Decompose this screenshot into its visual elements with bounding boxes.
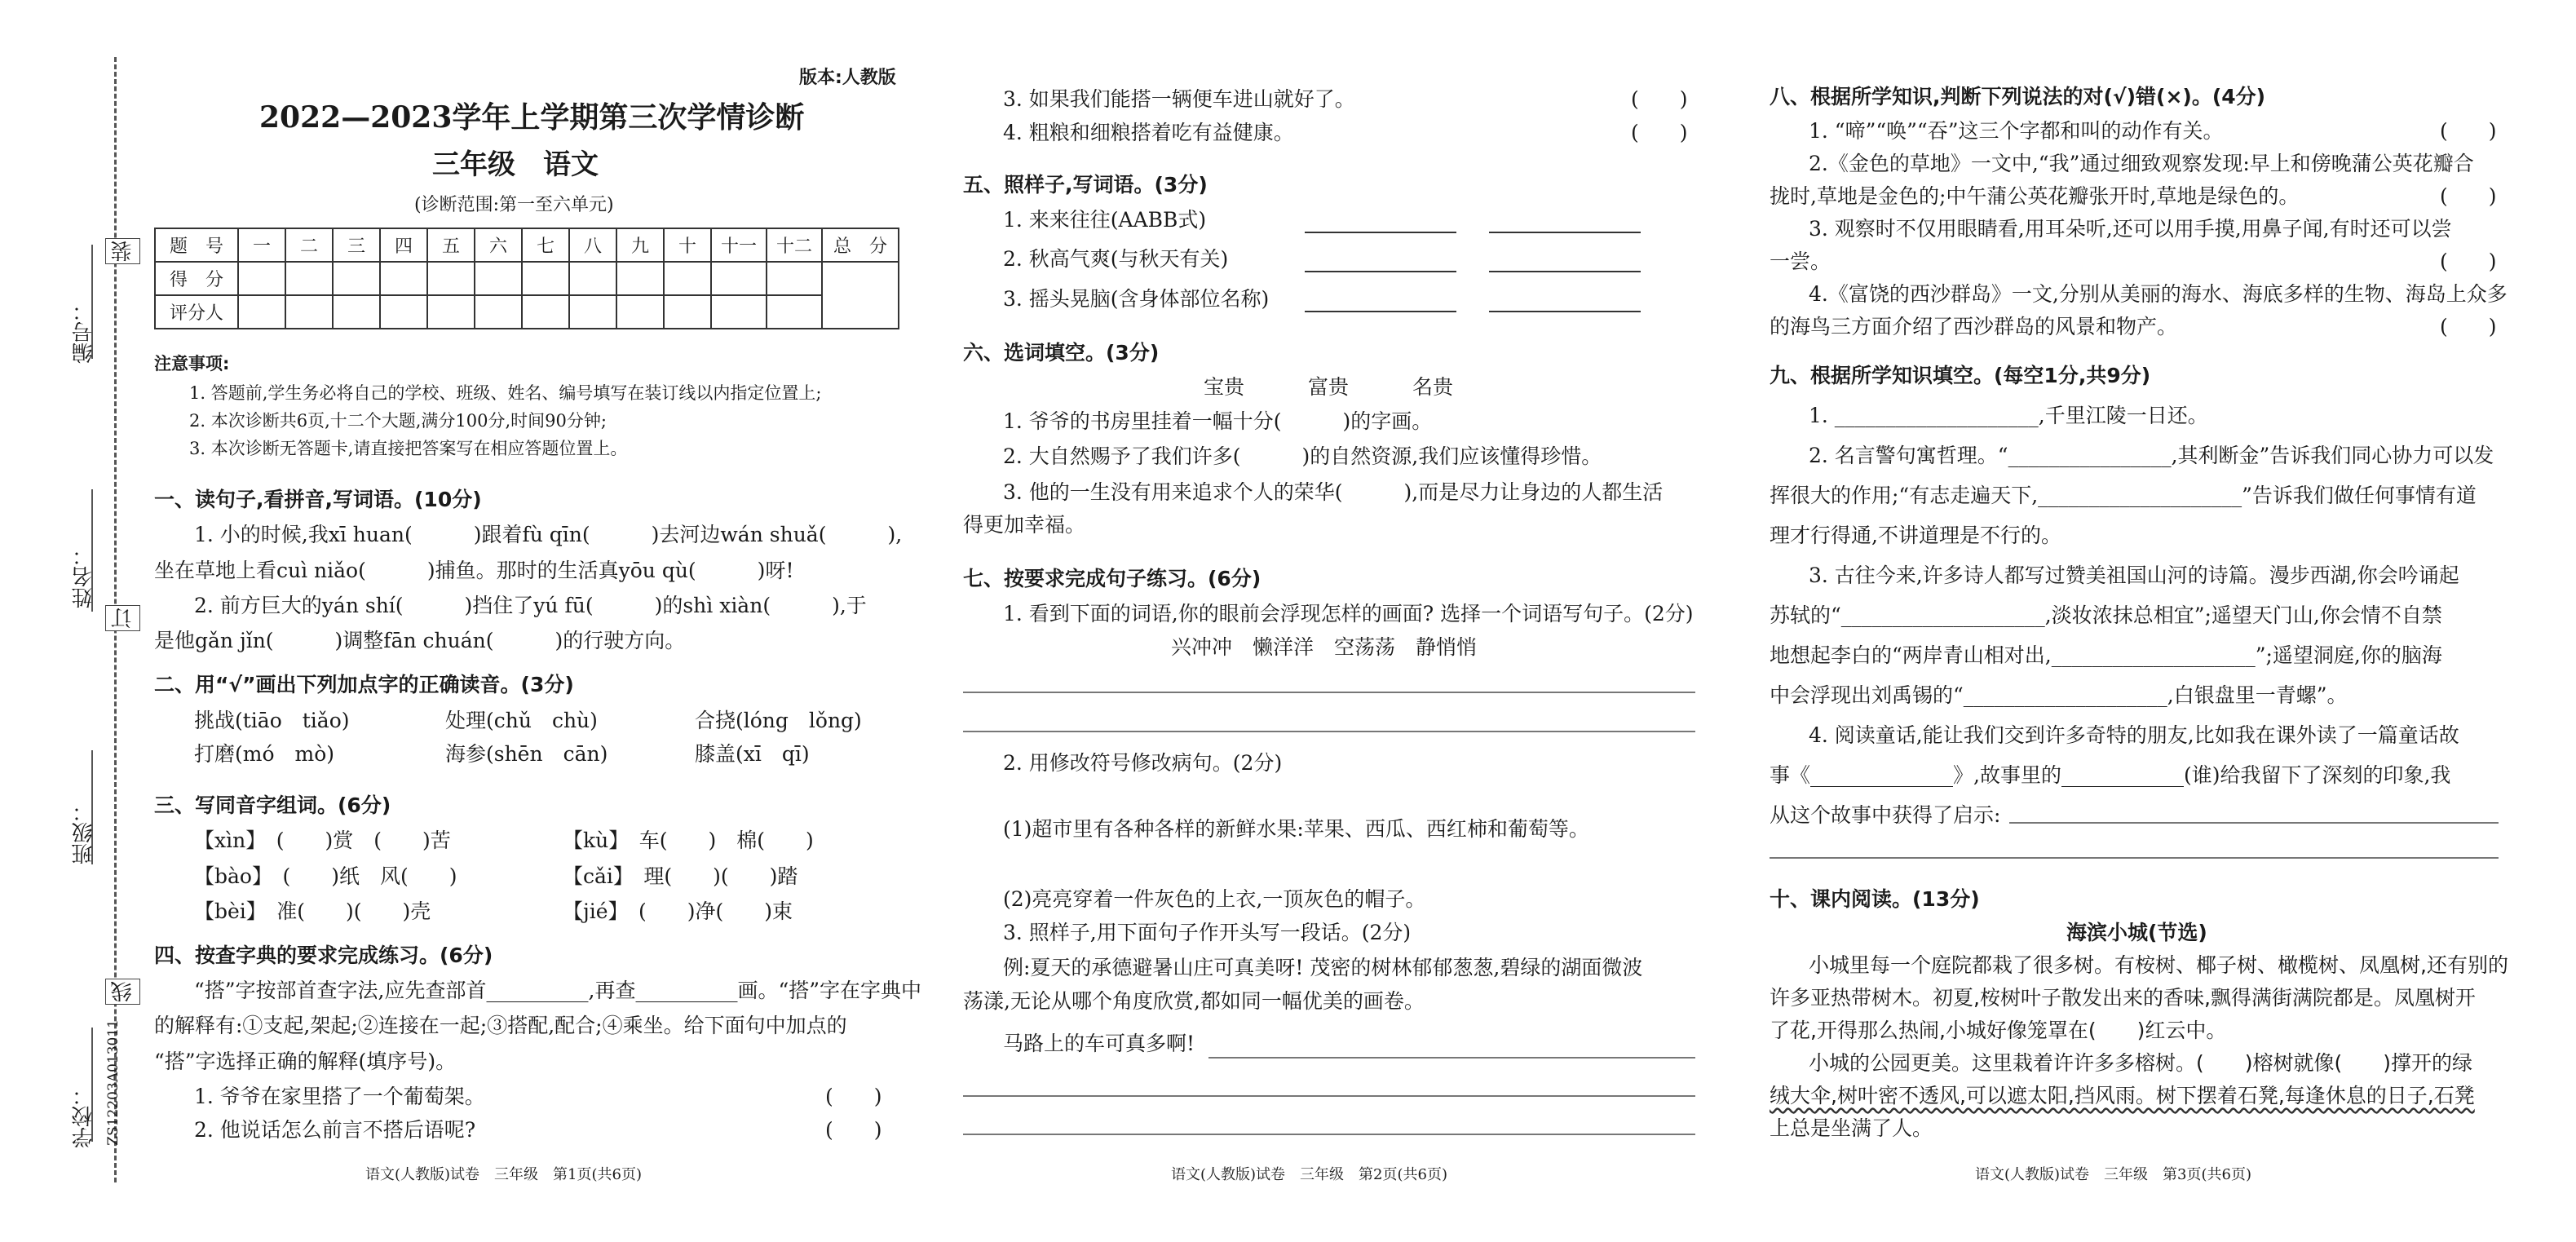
section-8-line: 4.《富饶的西沙群岛》一文,分别从美丽的海水、海底多样的生物、海岛上众多 xyxy=(1809,282,2508,306)
binding-label-school: 学校： xyxy=(72,1085,96,1148)
section-2-item[interactable]: 处理(chǔ chù) xyxy=(445,709,598,732)
answer-blank[interactable] xyxy=(1489,311,1641,312)
table-cell: 十 xyxy=(664,228,711,262)
section-5-item: 2. 秋高气爽(与秋天有关) xyxy=(1003,247,1229,271)
passage-title: 海滨小城(节选) xyxy=(2066,921,2207,944)
section-9-line[interactable]: 事《______________》,故事里的____________(谁)给我留下了深刻的印象,我 xyxy=(1770,763,2451,787)
section-2-item[interactable]: 合挠(lóng lǒng) xyxy=(695,709,862,732)
section-7-title: 七、按要求完成句子练习。(6分) xyxy=(963,567,1261,590)
note-item: 3. 本次诊断无答题卡,请直接把答案写在相应答题位置上。 xyxy=(189,439,628,458)
section-6-line: 3. 他的一生没有用来追求个人的荣华( ),而是尽力让身边的人都生活 xyxy=(1003,480,1664,504)
answer-paren[interactable]: ( ) xyxy=(1631,121,1688,144)
section-7-example: 例:夏天的承德避暑山庄可真美呀! 茂密的树林郁郁葱葱,碧绿的湖面微波 xyxy=(1003,956,1643,979)
answer-paren[interactable]: ( ) xyxy=(1631,87,1688,111)
section-8-line: 1. “啼”“唤”“吞”这三个字都和叫的动作有关。 xyxy=(1809,119,2224,143)
table-cell: 四 xyxy=(380,228,427,262)
word-option: 富贵 xyxy=(1308,375,1350,399)
section-3-item: 【xìn】 ( )赏 ( )苦 xyxy=(194,829,451,852)
page-title: 2022—2023学年上学期第三次学情诊断 xyxy=(259,100,805,135)
table-cell: 五 xyxy=(427,228,475,262)
section-3-item: 【cǎi】 理( )( )踏 xyxy=(563,864,798,888)
section-7-words: 兴冲冲 懒洋洋 空荡荡 静悄悄 xyxy=(1171,635,1478,659)
section-8-line: 3. 观察时不仅用眼睛看,用耳朵听,还可以用手摸,用鼻子闻,有时还可以尝 xyxy=(1809,217,2452,241)
answer-blank[interactable] xyxy=(1305,232,1456,233)
section-9-line: 从这个故事中获得了启示: xyxy=(1770,803,2001,827)
section-2-item[interactable]: 海参(shēn cān) xyxy=(445,742,608,766)
passage-line: 许多亚热带树木。初夏,桉树叶子散发出来的香味,飘得满街满院都是。凤凰树开 xyxy=(1770,986,2476,1010)
answer-paren[interactable]: ( ) xyxy=(2440,315,2497,338)
binding-mark: 线 xyxy=(105,979,140,1005)
binding-label-name: 姓名： xyxy=(72,545,96,608)
section-5-item: 3. 摇头晃脑(含身体部位名称) xyxy=(1003,287,1270,311)
answer-line[interactable] xyxy=(963,1095,1695,1097)
word-option: 宝贵 xyxy=(1204,375,1245,399)
passage-line: 小城里每一个庭院都栽了很多树。有桉树、椰子树、橄榄树、凤凰树,还有别的 xyxy=(1809,953,2508,977)
binding-mark: 装 xyxy=(105,238,140,264)
exam-scope: (诊断范围:第一至六单元) xyxy=(414,195,614,215)
section-7-example: 荡漾,无论从哪个角度欣赏,都如同一幅优美的画卷。 xyxy=(963,989,1425,1013)
score-table xyxy=(154,228,899,329)
table-cell: 三 xyxy=(333,228,380,262)
section-2-item[interactable]: 挑战(tiāo tiǎo) xyxy=(194,709,350,732)
section-8-line: 一尝。 xyxy=(1770,250,1831,273)
passage-line: 小城的公园更美。这里栽着许许多多榕树。( )榕树就像( )撑开的绿 xyxy=(1809,1051,2473,1075)
section-7-sentence[interactable]: (1)超市里有各种各样的新鲜水果:苹果、西瓜、西红柿和葡萄等。 xyxy=(1003,817,1589,841)
word-option: 名贵 xyxy=(1412,375,1454,399)
section-9-title: 九、根据所学知识填空。(每空1分,共9分) xyxy=(1770,364,2151,387)
binding-label-number: 编号： xyxy=(72,300,96,364)
score-table-header-row xyxy=(155,228,899,262)
section-1-line: 1. 小的时候,我xī huan( )跟着fù qīn( )去河边wán shuǎ( ), xyxy=(194,523,903,546)
table-cell: 二 xyxy=(285,228,333,262)
section-9-line[interactable]: 地想起李白的“两岸青山相对出,____________________”;遥望洞庭,你的脑海 xyxy=(1770,643,2442,667)
binding-code: ZS12203A013011 xyxy=(105,1019,122,1146)
table-cell: 一 xyxy=(238,228,285,262)
table-cell: 总 分 xyxy=(822,228,899,262)
version-label: 版本:人教版 xyxy=(799,68,896,88)
table-cell: 十二 xyxy=(767,228,822,262)
binding-mark: 订 xyxy=(105,605,140,631)
page-footer: 语文(人教版)试卷 三年级 第2页(共6页) xyxy=(1171,1166,1447,1183)
table-cell: 九 xyxy=(616,228,664,262)
section-2-item[interactable]: 膝盖(xī qī) xyxy=(695,742,810,766)
answer-paren[interactable]: ( ) xyxy=(2440,119,2497,143)
section-2-item[interactable]: 打磨(mó mò) xyxy=(194,742,335,766)
section-9-line[interactable]: 2. 名言警句寓哲理。“________________,其利断金”告诉我们同心协力可以发 xyxy=(1809,444,2494,467)
section-6-line: 得更加幸福。 xyxy=(963,513,1086,537)
section-9-line[interactable]: 苏轼的“____________________,淡妆浓抹总相宜”;遥望天门山,你会情不自禁 xyxy=(1770,603,2442,627)
section-9-line: 4. 阅读童话,能让我们交到许多奇特的朋友,比如我在课外读了一篇童话故 xyxy=(1809,723,2459,747)
section-8-title: 八、根据所学知识,判断下列说法的对(√)错(×)。(4分) xyxy=(1770,85,2266,108)
section-7-question: 2. 用修改符号修改病句。(2分) xyxy=(1003,751,1283,775)
table-cell: 得 分 xyxy=(155,262,238,295)
answer-blank[interactable] xyxy=(1489,232,1641,233)
section-1-line: 2. 前方巨大的yán shí( )挡住了yú fū( )的shì xiàn( ),于 xyxy=(194,594,867,617)
answer-blank[interactable] xyxy=(1305,271,1456,272)
table-cell: 七 xyxy=(522,228,569,262)
section-6-title: 六、选词填空。(3分) xyxy=(963,341,1160,365)
note-item: 1. 答题前,学生务必将自己的学校、班级、姓名、编号填写在装订线以内指定位置上; xyxy=(189,383,822,403)
answer-line[interactable] xyxy=(963,731,1695,732)
answer-line[interactable] xyxy=(963,692,1695,693)
table-cell: 八 xyxy=(569,228,616,262)
section-4-line: 1. 爷爷在家里搭了一个葡萄架。 xyxy=(194,1085,485,1108)
section-8-line: 2.《金色的草地》一文中,“我”通过细致观察发现:早上和傍晚蒲公英花瓣合 xyxy=(1809,152,2474,175)
section-9-line[interactable]: 挥很大的作用;“有志走遍天下,____________________”告诉我们做任何事情有道 xyxy=(1770,484,2477,507)
binding-label-class: 班级： xyxy=(72,801,96,864)
section-7-question: 3. 照样子,用下面句子作开头写一段话。(2分) xyxy=(1003,921,1412,944)
section-8-line: 拢时,草地是金色的;中午蒲公英花瓣张开时,草地是绿色的。 xyxy=(1770,184,2300,208)
section-5-item: 1. 来来往往(AABB式) xyxy=(1003,208,1207,232)
section-10-title: 十、课内阅读。(13分) xyxy=(1770,887,1980,911)
section-4-line: 的解释有:①支起,架起;②连接在一起;③搭配,配合;④乘坐。给下面句中加点的 xyxy=(154,1014,847,1037)
answer-blank[interactable] xyxy=(1489,271,1641,272)
page-footer: 语文(人教版)试卷 三年级 第3页(共6页) xyxy=(1975,1166,2251,1183)
section-4-line: “搭”字选择正确的解释(填序号)。 xyxy=(154,1050,457,1073)
section-6-line: 2. 大自然赐予了我们许多( )的自然资源,我们应该懂得珍惜。 xyxy=(1003,444,1602,468)
score-table-row xyxy=(155,262,899,295)
section-7-question: 1. 看到下面的词语,你的眼前会浮现怎样的画面? 选择一个词语写句子。(2分) xyxy=(1003,602,1694,625)
page-footer: 语文(人教版)试卷 三年级 第1页(共6页) xyxy=(365,1166,642,1183)
table-cell: 六 xyxy=(475,228,522,262)
total-score-cell[interactable] xyxy=(822,262,899,329)
section-3-title: 三、写同音字组词。(6分) xyxy=(154,793,391,817)
answer-paren[interactable]: ( ) xyxy=(825,1085,882,1108)
section-1-line: 坐在草地上看cuì niǎo( )捕鱼。那时的生活真yōu qù( )呀! xyxy=(154,559,794,582)
table-cell: 题 号 xyxy=(155,228,238,262)
score-table-row xyxy=(155,295,899,329)
section-4-line: “搭”字按部首查字法,应先查部首__________,再查__________画。“搭”字在字典中 xyxy=(194,979,922,1002)
section-5-title: 五、照样子,写词语。(3分) xyxy=(963,173,1208,197)
section-7-sentence[interactable]: (2)亮亮穿着一件灰色的上衣,一顶灰色的帽子。 xyxy=(1003,887,1426,911)
answer-paren[interactable]: ( ) xyxy=(825,1118,882,1142)
passage-line: 上总是坐满了人。 xyxy=(1770,1116,1933,1140)
section-9-line[interactable]: 中会浮现出刘禹锡的“____________________,白银盘里一青螺”。 xyxy=(1770,683,2348,707)
section-1-title: 一、读句子,看拼音,写词语。(10分) xyxy=(154,488,482,511)
answer-paren[interactable]: ( ) xyxy=(2440,184,2497,208)
section-4-line: 4. 粗粮和细粮搭着吃有益健康。 xyxy=(1003,121,1294,144)
note-item: 2. 本次诊断共6页,十二个大题,满分100分,时间90分钟; xyxy=(189,411,607,431)
section-3-item: 【bèi】 准( )( )壳 xyxy=(194,899,431,923)
section-3-item: 【jié】 ( )净( )束 xyxy=(563,899,793,923)
section-9-line[interactable]: 1. ____________________,千里江陵一日还。 xyxy=(1809,404,2208,427)
section-4-line: 3. 如果我们能搭一辆便车进山就好了。 xyxy=(1003,87,1355,111)
answer-line[interactable] xyxy=(963,1134,1695,1135)
table-cell: 评分人 xyxy=(155,295,238,329)
section-4-title: 四、按查字典的要求完成练习。(6分) xyxy=(154,944,493,967)
section-8-line: 的海鸟三方面介绍了西沙群岛的风景和物产。 xyxy=(1770,315,2178,338)
section-7-start: 马路上的车可真多啊! xyxy=(1003,1032,1195,1055)
section-6-line: 1. 爷爷的书房里挂着一幅十分( )的字画。 xyxy=(1003,409,1433,433)
answer-line[interactable] xyxy=(1208,1057,1695,1059)
section-9-line: 3. 古往今来,许多诗人都写过赞美祖国山河的诗篇。漫步西湖,你会吟诵起 xyxy=(1809,564,2459,587)
page-subtitle: 三年级 语文 xyxy=(432,148,599,181)
passage-line: 了花,开得那么热闹,小城好像笼罩在( )红云中。 xyxy=(1770,1019,2227,1042)
section-3-item: 【bào】 ( )纸 风( ) xyxy=(194,864,457,888)
table-cell: 十一 xyxy=(711,228,767,262)
answer-line[interactable] xyxy=(2009,822,2499,824)
section-9-line: 理才行得通,不讲道理是不行的。 xyxy=(1770,524,2061,547)
notes-title: 注意事项: xyxy=(154,354,230,373)
answer-paren[interactable]: ( ) xyxy=(2440,250,2497,273)
answer-blank[interactable] xyxy=(1305,311,1456,312)
section-4-line: 2. 他说话怎么前言不搭后语呢? xyxy=(194,1118,476,1142)
section-1-line: 是他gǎn jǐn( )调整fān chuán( )的行驶方向。 xyxy=(154,629,686,652)
section-2-title: 二、用“√”画出下列加点字的正确读音。(3分) xyxy=(154,673,574,696)
answer-line[interactable] xyxy=(1770,857,2499,859)
section-3-item: 【kù】 车( ) 棉( ) xyxy=(563,829,814,852)
passage-line: 绒大伞,树叶密不透风,可以遮太阳,挡风雨。树下摆着石凳,每逢休息的日子,石凳 xyxy=(1770,1084,2475,1107)
